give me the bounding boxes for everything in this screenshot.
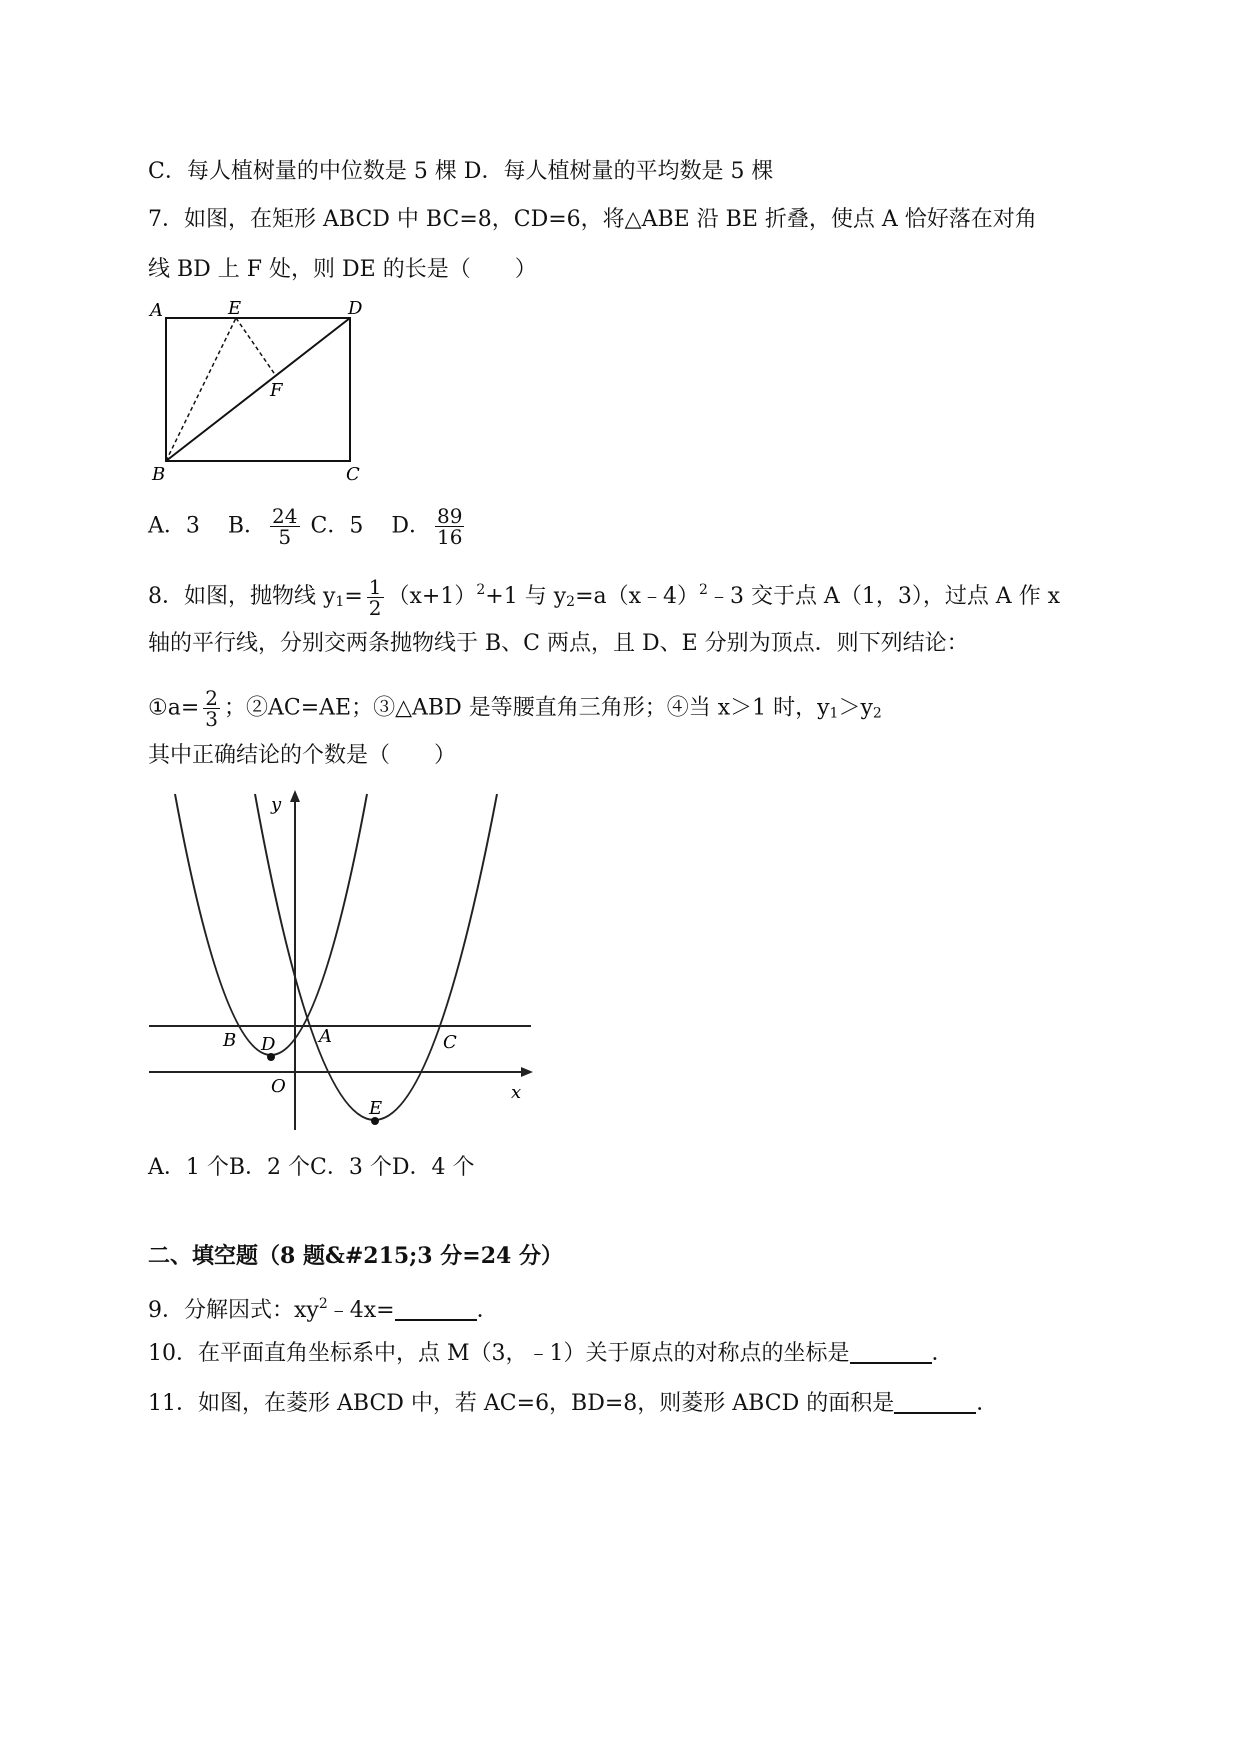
subscript: 2 <box>872 705 882 722</box>
fraction-denominator: 5 <box>278 525 292 549</box>
label-f: F <box>270 380 283 401</box>
answer-blank <box>850 1340 932 1364</box>
label-e: E <box>228 298 242 319</box>
text-run: ． <box>976 1391 999 1416</box>
label-b: B <box>223 1030 237 1051</box>
q7-option-d-fraction <box>435 506 464 547</box>
text-run: = <box>344 584 363 609</box>
q7-option-d-label: D． <box>391 513 431 539</box>
fraction-denominator: 3 <box>205 707 219 731</box>
q7-stem-line2: 线 BD 上 F 处，则 DE 的长是（ ） <box>148 257 537 282</box>
q8-parabola-figure <box>145 786 545 1136</box>
diagonal-bd <box>166 318 350 461</box>
fraction-denominator: 2 <box>368 595 382 620</box>
label-c: C <box>346 464 360 485</box>
label-x: x <box>511 1082 522 1103</box>
text-run: 10．在平面直角坐标系中，点 M（3，﹣1）关于原点的对称点的坐标是 <box>148 1341 850 1366</box>
q7-option-a: A．3 <box>148 513 200 539</box>
q7-stem-line1: 7．如图，在矩形 ABCD 中 BC=8，CD=6，将△ABE 沿 BE 折叠，使点 A 恰好落在对角 <box>148 207 1037 232</box>
label-a: A <box>150 300 163 321</box>
subscript: 2 <box>566 594 576 610</box>
q8-stem-line2: 轴的平行线，分别交两条抛物线于 B、C 两点，且 D、E 分别为顶点．则下列结论： <box>148 631 969 656</box>
section2-heading: 二、填空题（8 题&#215;3 分=24 分） <box>148 1243 563 1269</box>
fraction-numerator: 89 <box>436 504 463 528</box>
text-run: ﹣4x= <box>327 1298 395 1323</box>
answer-blank <box>894 1390 976 1414</box>
q6-option-cd: C．每人植树量的中位数是 5 棵 D．每人植树量的平均数是 5 棵 <box>148 159 774 184</box>
q11-question <box>148 1390 998 1418</box>
x-axis-arrow <box>521 1067 533 1077</box>
text-run: ①a= <box>148 695 200 721</box>
superscript: 2 <box>318 1296 328 1312</box>
text-run: 9．分解因式：xy <box>148 1298 319 1323</box>
q7-options <box>148 506 468 547</box>
fraction-numerator: 24 <box>272 504 298 528</box>
text-run: ． <box>931 1341 954 1366</box>
parabola-y1 <box>175 794 367 1055</box>
q7-option-b-fraction <box>270 506 299 547</box>
q7-option-b-label: B． <box>227 513 267 539</box>
q8-stem-line3 <box>148 688 882 729</box>
answer-blank <box>395 1297 477 1321</box>
q8-fraction-two-thirds <box>203 688 220 729</box>
subscript: 1 <box>335 594 345 610</box>
text-run: +1 与 y <box>485 584 567 609</box>
q9-question <box>148 1290 499 1325</box>
label-c: C <box>443 1032 457 1053</box>
fold-line-ef <box>236 318 276 376</box>
subscript: 1 <box>829 705 839 722</box>
fraction-numerator: 2 <box>205 686 219 710</box>
text-run: 11．如图，在菱形 ABCD 中，若 AC=6，BD=8，则菱形 ABCD 的面积是 <box>148 1391 895 1416</box>
q8-fraction-half <box>367 574 384 620</box>
q8-stem-line1 <box>148 576 1060 618</box>
text-run: ＞y <box>838 695 873 721</box>
label-y: y <box>271 794 282 815</box>
label-o: O <box>271 1076 286 1097</box>
text-run: ﹣3 交于点 A（1，3），过点 A 作 x <box>707 584 1061 609</box>
q8-stem-line4: 其中正确结论的个数是（ ） <box>148 743 457 768</box>
superscript: 2 <box>699 582 708 598</box>
q7-rectangle-figure <box>148 298 378 488</box>
text-run: =a（x﹣4） <box>575 584 700 609</box>
y-axis-arrow <box>290 790 300 802</box>
label-e: E <box>369 1098 383 1119</box>
fraction-numerator: 1 <box>368 574 382 599</box>
label-d: D <box>348 298 363 319</box>
q7-option-c: C．5 <box>310 513 364 539</box>
text-run: （x+1） <box>387 584 477 609</box>
label-b: B <box>152 464 166 485</box>
text-run: ． <box>476 1298 499 1323</box>
label-a: A <box>319 1026 332 1047</box>
fold-line-be <box>166 318 236 461</box>
superscript: 2 <box>476 582 486 598</box>
q10-question <box>148 1340 954 1368</box>
fraction-denominator: 16 <box>436 525 463 549</box>
text-run: ；②AC=AE；③△ABD 是等腰直角三角形；④当 x＞1 时，y <box>224 695 830 721</box>
label-d: D <box>261 1034 276 1055</box>
q8-options: A．1 个B．2 个C．3 个D．4 个 <box>148 1155 475 1180</box>
text-run: 8．如图，抛物线 y <box>148 584 336 609</box>
